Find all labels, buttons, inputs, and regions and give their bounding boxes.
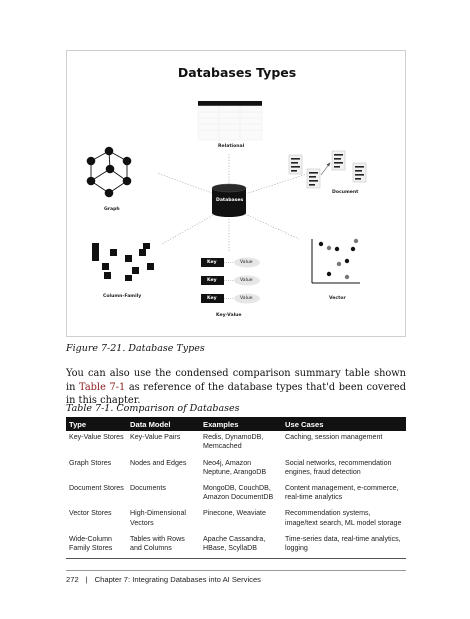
cell-use-cases: Social networks, recommendation engines, fraud detection: [285, 458, 392, 476]
cell-use-cases: Caching, session management: [285, 433, 383, 442]
cell-examples: Redis, DynamoDB, Memcached: [203, 433, 264, 451]
label-vector: Vector: [329, 296, 346, 301]
label-document: Document: [332, 190, 359, 195]
cell-use-cases: Time-series data, real-time analytics, logging: [282, 533, 406, 559]
kv-value-2: Value: [240, 278, 253, 283]
chapter-title: Chapter 7: Integrating Databases into AI Services: [94, 575, 261, 584]
table-row: [66, 482, 406, 507]
cell-type: Wide-Column Family Stores: [66, 533, 127, 559]
kv-value-3: Value: [240, 296, 253, 301]
footer-separator: |: [85, 575, 88, 584]
cell-type: Graph Stores: [69, 458, 112, 467]
intro-text-after: as reference of the database types that'd been covered in this chapter.: [66, 381, 406, 406]
cell-type: Key-Value Stores: [69, 433, 124, 442]
label-graph: Graph: [104, 207, 120, 212]
label-relational: Relational: [218, 144, 245, 149]
header-use-cases: Use Cases: [282, 417, 406, 431]
relational-table-icon: [198, 101, 262, 140]
vector-icon: [312, 239, 360, 283]
cell-type: Document Stores: [69, 484, 124, 493]
comparison-table: [66, 417, 406, 559]
header-examples: Examples: [200, 417, 282, 431]
figure-caption: Figure 7-21. Database Types: [66, 343, 205, 354]
cell-data-model: Key-Value Pairs: [130, 433, 181, 442]
cell-use-cases: Recommendation systems, image/text search, ML model storage: [285, 509, 402, 527]
label-key-value: Key-Value: [216, 313, 242, 318]
kv-key-3: Key: [207, 296, 217, 301]
column-family-icon: [92, 243, 154, 281]
cell-examples: Pinecone, Weaviate: [203, 509, 266, 518]
label-column-family: Column-Family: [103, 294, 142, 299]
cell-examples: Neo4j, Amazon Neptune, ArangoDB: [203, 458, 267, 476]
document-icon: [289, 151, 366, 188]
kv-key-2: Key: [207, 278, 217, 283]
kv-key-1: Key: [207, 260, 217, 265]
kv-value-1: Value: [240, 260, 253, 265]
table-row: [66, 457, 406, 482]
intro-text-before: You can also use the condensed comparison summary table shown in: [66, 368, 406, 393]
cell-data-model: Documents: [130, 484, 166, 493]
header-data-model: Data Model: [127, 417, 200, 431]
page-number: 272: [66, 575, 79, 584]
label-databases: Databases: [216, 198, 244, 203]
header-type: Type: [66, 417, 127, 431]
cell-examples: Apache Cassandra, HBase, ScyllaDB: [200, 533, 282, 559]
graph-icon: [87, 147, 132, 198]
table-row: [66, 507, 406, 532]
cell-use-cases: Content management, e-commerce, real-time analytics: [285, 484, 399, 502]
cell-data-model: Tables with Rows and Columns: [127, 533, 200, 559]
table-row: [66, 431, 406, 456]
table-reference-link[interactable]: Table 7-1: [79, 381, 126, 393]
table-header-row: [66, 417, 406, 431]
cell-data-model: High-Dimensional Vectors: [130, 509, 186, 527]
page-footer: [66, 575, 261, 584]
figure-box: [66, 50, 406, 337]
figure-title: Databases Types: [177, 65, 297, 80]
cell-data-model: Nodes and Edges: [130, 458, 187, 467]
table-row: [66, 533, 406, 559]
footer-divider: [66, 570, 406, 571]
intro-paragraph: [66, 367, 406, 408]
table-title: Table 7-1. Comparison of Databases: [66, 403, 240, 414]
cell-examples: MongoDB, CouchDB, Amazon DocumentDB: [203, 484, 274, 502]
cell-type: Vector Stores: [69, 509, 112, 518]
